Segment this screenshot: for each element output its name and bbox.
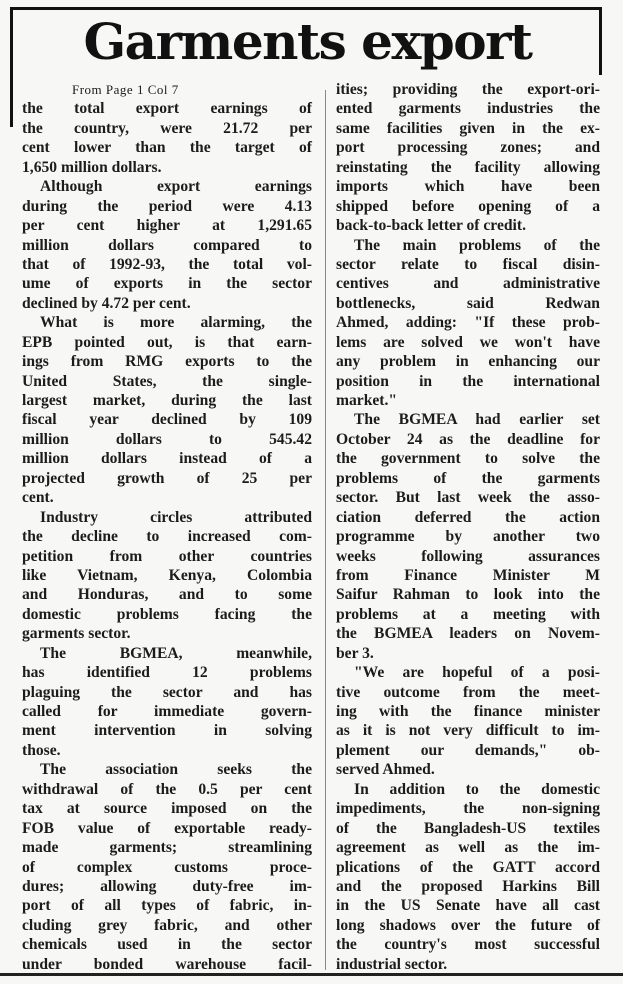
right-column-lines bbox=[336, 80, 600, 974]
text-line: the government to solve the bbox=[336, 450, 600, 468]
text-line: made garments; streamlining bbox=[22, 839, 312, 857]
text-line: cent lower than the target of bbox=[22, 139, 312, 157]
text-line: The BGMEA had earlier set bbox=[354, 411, 600, 429]
text-line: withdrawal of the 0.5 per cent bbox=[22, 780, 312, 798]
text-line: ment intervention in solving bbox=[22, 722, 312, 740]
jump-line: From Page 1 Col 7 bbox=[72, 82, 179, 97]
text-line: back-to-back letter of credit. bbox=[336, 217, 526, 235]
text-line: ume of exports in the sector bbox=[22, 275, 312, 293]
text-line: million dollars instead of a bbox=[22, 450, 312, 468]
text-line: million dollars to 545.42 bbox=[22, 430, 312, 448]
text-line: United States, the single- bbox=[22, 372, 312, 390]
text-line: Saifur Rahman to look into the bbox=[336, 586, 600, 604]
text-line: called for immediate govern- bbox=[22, 703, 312, 720]
text-line: same facilities given in the ex- bbox=[336, 119, 600, 137]
text-line: impediments, the non-signing bbox=[336, 800, 600, 818]
text-line: tax at source imposed on the bbox=[22, 800, 312, 818]
text-line: during the period were 4.13 bbox=[22, 197, 312, 215]
text-line: "We are hopeful of a posi- bbox=[354, 664, 600, 682]
text-line: per cent higher at 1,291.65 bbox=[22, 217, 312, 235]
text-line: ities; providing the export-ori- bbox=[336, 81, 600, 98]
text-line: petition from other countries bbox=[22, 547, 312, 565]
text-line: of complex customs proce- bbox=[22, 858, 312, 876]
text-line: industrial sector. bbox=[336, 955, 448, 973]
text-line: port of all types of fabric, in- bbox=[22, 897, 312, 915]
text-line: ing with the finance minister bbox=[336, 703, 600, 720]
text-line: cent. bbox=[22, 489, 54, 507]
text-line: tive outcome from the meet- bbox=[336, 683, 600, 701]
text-line: In addition to the domestic bbox=[354, 780, 600, 798]
text-line: that of 1992-93, the total vol- bbox=[22, 255, 312, 273]
text-line: the country's most successful bbox=[336, 936, 600, 954]
text-line: and the proposed Harkins Bill bbox=[336, 877, 600, 895]
text-line: ings from RMG exports to the bbox=[22, 353, 312, 371]
text-line: largest market, during the last bbox=[22, 392, 312, 409]
frame-rule-right bbox=[599, 7, 602, 75]
text-line: served Ahmed. bbox=[336, 761, 435, 779]
text-line: shipped before opening of a bbox=[336, 197, 600, 215]
text-line: market." bbox=[336, 392, 398, 409]
text-line: projected growth of 25 per bbox=[22, 469, 312, 487]
text-line: the BGMEA leaders on Novem- bbox=[336, 625, 600, 643]
headline: Garments export bbox=[83, 12, 532, 71]
text-line: the total export earnings of bbox=[22, 100, 312, 118]
text-line: Industry circles attributed bbox=[40, 508, 312, 526]
text-line: position in the international bbox=[336, 372, 600, 390]
text-line: ber 3. bbox=[336, 644, 374, 662]
article-column-left bbox=[22, 80, 312, 974]
text-line: 1,650 million dollars. bbox=[22, 158, 162, 176]
text-line: declined by 4.72 per cent. bbox=[22, 294, 191, 312]
article-column-right bbox=[336, 80, 600, 974]
text-line: The association seeks the bbox=[40, 761, 312, 779]
frame-rule-left bbox=[10, 7, 13, 127]
text-line: The BGMEA, meanwhile, bbox=[40, 644, 312, 662]
text-line: port processing zones; and bbox=[336, 139, 600, 157]
text-line: bottlenecks, said Redwan bbox=[336, 294, 600, 312]
column-divider bbox=[325, 90, 326, 970]
left-column-lines bbox=[22, 99, 312, 974]
text-line: programme by another two bbox=[336, 528, 600, 546]
text-line: lems are solved we won't have bbox=[336, 333, 600, 351]
text-line: FOB value of exportable ready- bbox=[22, 819, 312, 837]
text-line: agreement as well as the im- bbox=[336, 839, 600, 857]
text-line: as it is not very difficult to im- bbox=[336, 722, 600, 740]
text-line: sector. But last week the asso- bbox=[336, 489, 600, 507]
text-line: dures; allowing duty-free im- bbox=[22, 877, 312, 895]
text-line: imports which have been bbox=[336, 178, 600, 196]
text-line: plications of the GATT accord bbox=[336, 858, 600, 876]
text-line: cluding grey fabric, and other bbox=[22, 916, 312, 934]
text-line: and Honduras, and to some bbox=[22, 586, 312, 604]
text-line: million dollars compared to bbox=[22, 236, 312, 254]
text-line: fiscal year declined by 109 bbox=[22, 411, 312, 429]
text-line: centives and administrative bbox=[336, 275, 600, 293]
text-line: has identified 12 problems bbox=[22, 664, 312, 682]
text-line: garments sector. bbox=[22, 625, 131, 643]
text-line: domestic problems facing the bbox=[22, 605, 312, 623]
text-line: The main problems of the bbox=[354, 236, 600, 254]
frame-rule-top bbox=[10, 7, 602, 10]
text-line: of the Bangladesh-US textiles bbox=[336, 819, 600, 837]
text-line: those. bbox=[22, 741, 61, 759]
text-line: EPB pointed out, is that earn- bbox=[22, 333, 312, 351]
text-line: ented garments industries the bbox=[336, 100, 600, 118]
text-line: plement our demands," ob- bbox=[336, 741, 600, 759]
text-line: under bonded warehouse facil- bbox=[22, 955, 312, 973]
text-line: problems of the garments bbox=[336, 469, 600, 487]
text-line: October 24 as the deadline for bbox=[336, 430, 600, 448]
text-line: reinstating the facility allowing bbox=[336, 158, 600, 176]
text-line: problems at a meeting with bbox=[336, 605, 600, 623]
text-line: like Vietnam, Kenya, Colombia bbox=[22, 566, 312, 584]
text-line: the decline to increased com- bbox=[22, 528, 312, 546]
text-line: plaguing the sector and has bbox=[22, 683, 312, 701]
text-line: any problem in enhancing our bbox=[336, 353, 600, 371]
text-line: chemicals used in the sector bbox=[22, 936, 312, 954]
text-line: sector relate to fiscal disin- bbox=[336, 255, 600, 273]
text-line: the country, were 21.72 per bbox=[22, 119, 312, 137]
text-line: Although export earnings bbox=[40, 178, 312, 196]
text-line: Ahmed, adding: "If these prob- bbox=[336, 314, 600, 332]
text-line: ciation deferred the action bbox=[336, 508, 600, 526]
text-line: weeks following assurances bbox=[336, 547, 600, 565]
text-line: in the US Senate have all cast bbox=[336, 897, 600, 915]
text-line: long shadows over the future of bbox=[336, 916, 600, 934]
text-line: What is more alarming, the bbox=[40, 314, 312, 332]
text-line: from Finance Minister M bbox=[336, 566, 600, 584]
